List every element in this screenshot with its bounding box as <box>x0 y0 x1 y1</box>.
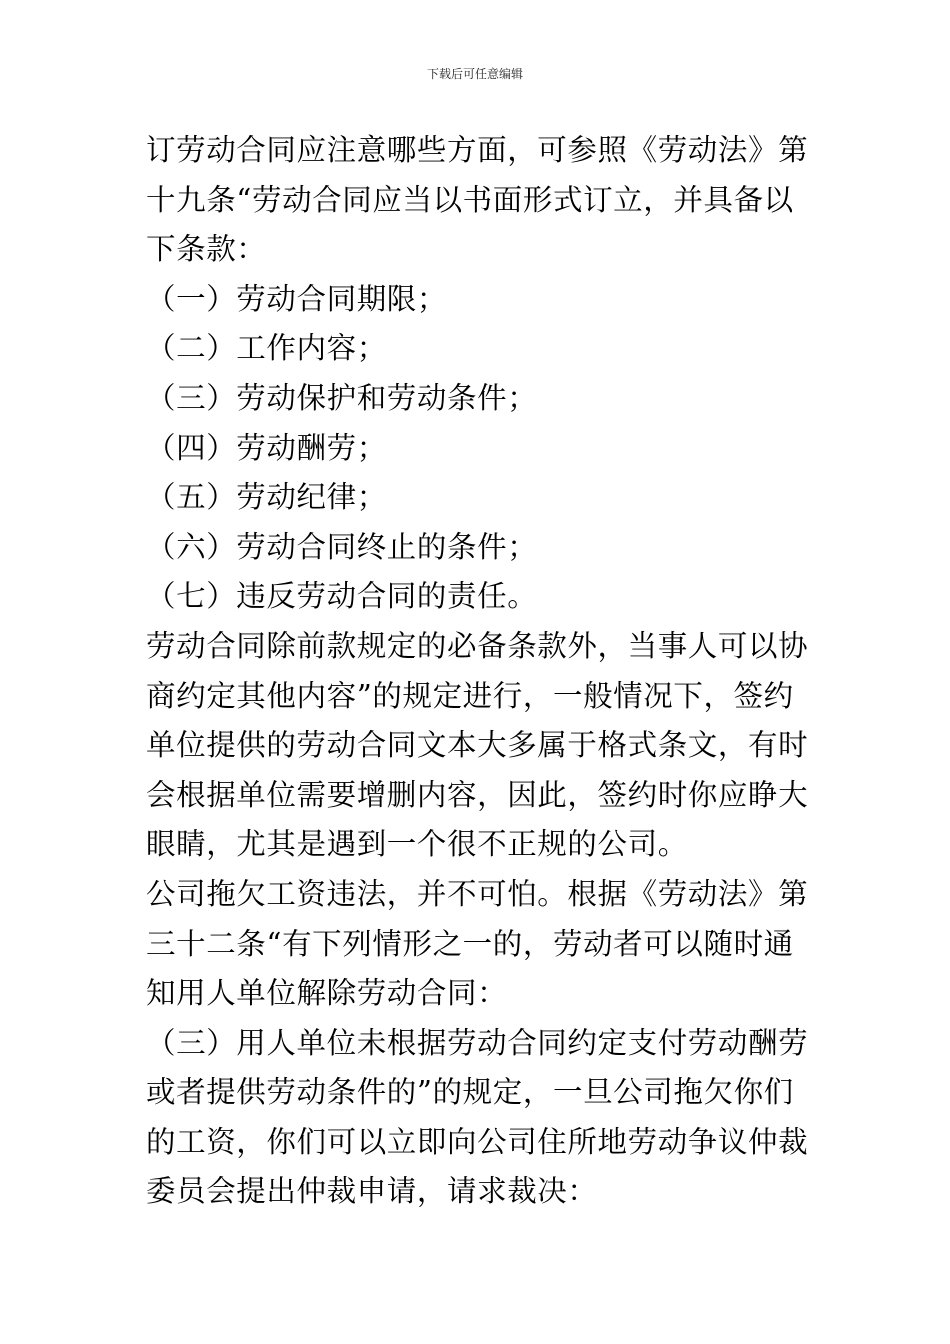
body-paragraph: 劳动合同除前款规定的必备条款外，当事人可以协商约定其他内容”的规定进行，一般情况下，签约单位提供的劳动合同文本大多属于格式条文，有时会根据单位需要增删内容，因此，签约时你应睁大眼睛，尤其是遇到一个很不正规的公司。 <box>146 628 809 862</box>
document-body <box>146 126 810 1217</box>
list-item: （四）劳动酬劳； <box>146 430 387 465</box>
page-header-note: 下载后可任意编辑 <box>426 67 523 81</box>
intro-paragraph: 订劳动合同应注意哪些方面，可参照《劳动法》第十九条“劳动合同应当以书面形式订立，并具备以下条款： <box>146 133 809 267</box>
list-item: （三）劳动保护和劳动条件； <box>146 380 538 415</box>
list-item: （一）劳动合同期限； <box>146 281 448 316</box>
list-item: （二）工作内容； <box>146 331 387 366</box>
body-paragraph: （三）用人单位未根据劳动合同约定支付劳动酬劳或者提供劳动条件的”的规定，一旦公司拖欠你们的工资，你们可以立即向公司住所地劳动争议仲裁委员会提出仲裁申请，请求裁决： <box>146 1025 809 1209</box>
list-item: （六）劳动合同终止的条件； <box>146 529 538 564</box>
list-item: （五）劳动纪律； <box>146 480 387 515</box>
list-item: （七）违反劳动合同的责任。 <box>146 579 538 614</box>
body-paragraph: 公司拖欠工资违法，并不可怕。根据《劳动法》第三十二条“有下列情形之一的，劳动者可以随时通知用人单位解除劳动合同： <box>146 876 809 1011</box>
